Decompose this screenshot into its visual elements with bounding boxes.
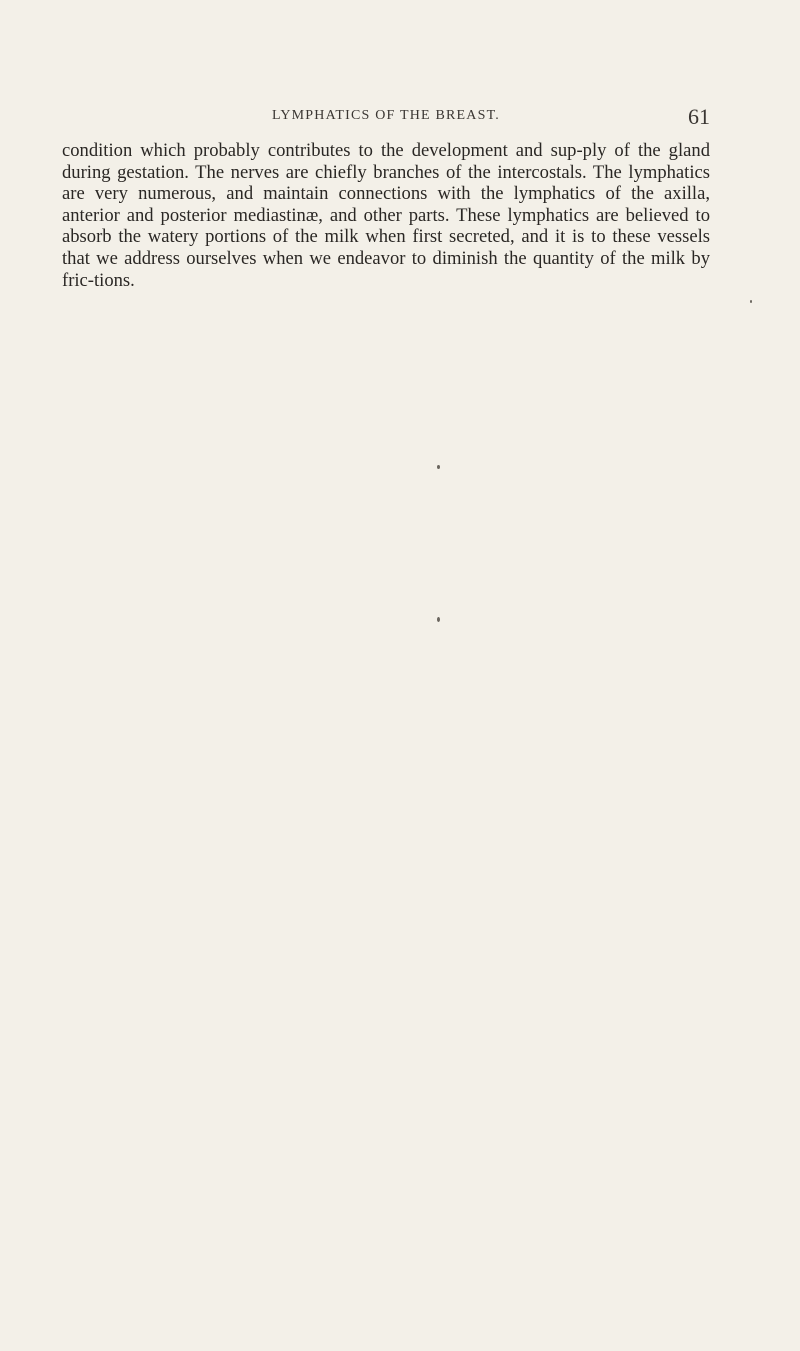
print-speck: [437, 465, 440, 469]
running-head: [62, 104, 710, 134]
print-speck: [750, 300, 752, 303]
running-title: LYMPHATICS OF THE BREAST.: [272, 108, 500, 123]
body-paragraph: condition which probably contributes to the development and sup-ply of the gland during gestation. The nerves are chiefly branches of the intercostals. The lymphatics are very numerous, and maintain connections with the lymphatics of the axilla, anterior and posterior mediastinæ, and other parts. These lymphatics are believed to absorb the watery portions of the milk when first secreted, and it is to these vessels that we address ourselves when we endeavor to diminish the quantity of the milk by fric-tions.: [62, 140, 710, 291]
page-number: 61: [688, 104, 710, 129]
print-speck: [437, 617, 440, 622]
